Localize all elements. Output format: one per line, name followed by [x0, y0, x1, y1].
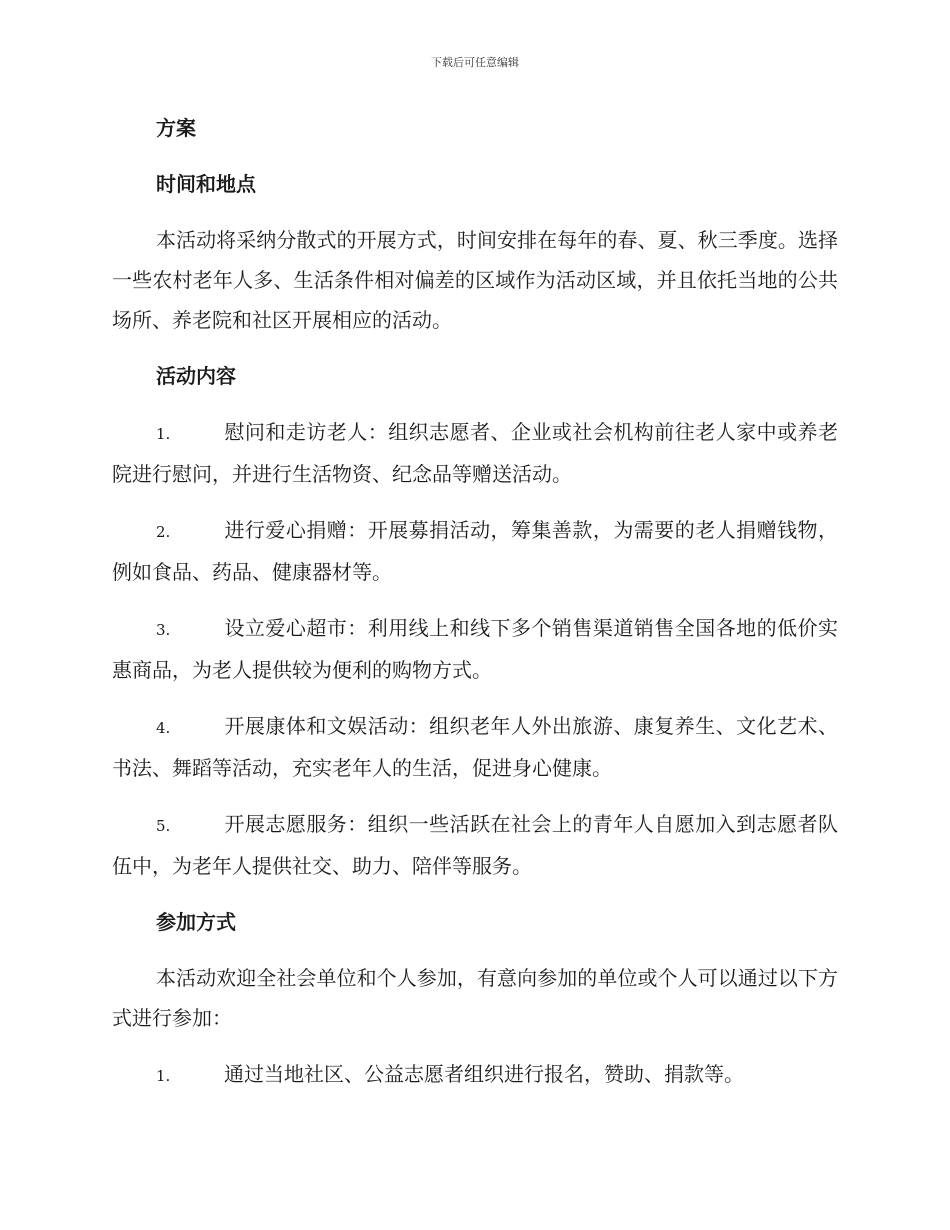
list-item-number: 2.: [156, 523, 171, 541]
list-item: [112, 412, 838, 494]
list-item: [112, 804, 838, 886]
list-item: [112, 1054, 838, 1096]
paragraph-time-place: 本活动将采纳分散式的开展方式，时间安排在每年的春、夏、秋三季度。选择一些农村老年人多、生活条件相对偏差的区域作为活动区域，并且依托当地的公共场所、养老院和社区开展相应的活动。: [112, 228, 838, 332]
list-item-text: 通过当地社区、公益志愿者组织进行报名，赞助、捐款等。: [224, 1062, 744, 1086]
list-item-text: 开展康体和文娱活动：组织老年人外出旅游、康复养生、文化艺术、书法、舞蹈等活动，充实老年人的生活，促进身心健康。: [112, 714, 838, 780]
paragraph-participation: 本活动欢迎全社会单位和个人参加，有意向参加的单位或个人可以通过以下方式进行参加：: [112, 966, 838, 1030]
list-item-text: 慰问和走访老人：组织志愿者、企业或社会机构前往老人家中或养老院进行慰问，并进行生活物资、纪念品等赠送活动。: [112, 420, 838, 486]
list-item: [112, 706, 838, 788]
list-item-number: 4.: [156, 719, 171, 737]
list-item-number: 1.: [156, 425, 171, 443]
list-item-number: 3.: [156, 621, 171, 639]
list-item-text: 设立爱心超市：利用线上和线下多个销售渠道销售全国各地的低价实惠商品，为老人提供较为便利的购物方式。: [112, 616, 838, 682]
list-item-number: 1.: [156, 1067, 171, 1085]
header-note: 下载后可任意编辑: [431, 56, 519, 69]
list-item-text: 进行爱心捐赠：开展募捐活动，筹集善款，为需要的老人捐赠钱物，例如食品、药品、健康器材等。: [112, 518, 838, 584]
list-item: [112, 608, 838, 690]
list-item: [112, 510, 838, 592]
document-body: [112, 108, 838, 1112]
section-heading-time-place: 时间和地点: [156, 172, 256, 196]
doc-title: 方案: [156, 116, 196, 140]
list-item-number: 5.: [156, 817, 171, 835]
section-heading-participation: 参加方式: [156, 910, 236, 934]
list-item-text: 开展志愿服务：组织一些活跃在社会上的青年人自愿加入到志愿者队伍中，为老年人提供社交、助力、陪伴等服务。: [112, 812, 838, 878]
section-heading-activities: 活动内容: [156, 364, 236, 388]
